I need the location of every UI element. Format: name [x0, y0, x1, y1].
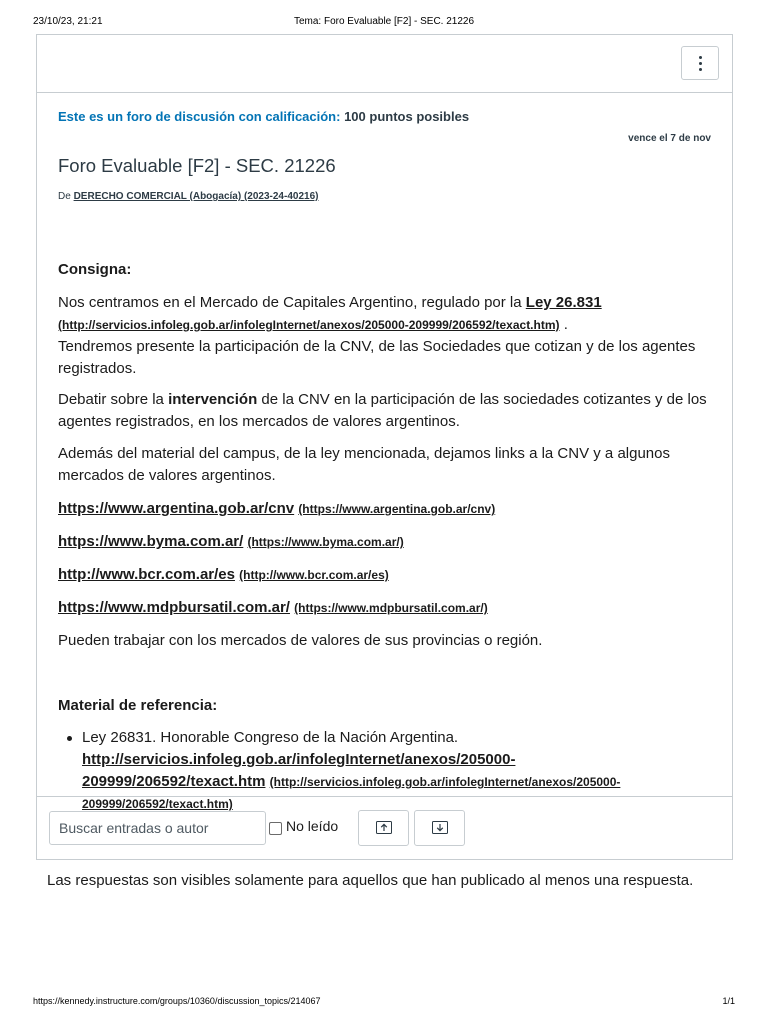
link-line: [58, 564, 724, 586]
paragraph-debate: [58, 389, 724, 433]
reference-link-cont[interactable]: 209999/206592/texact.htm: [82, 773, 266, 790]
collapse-replies-button[interactable]: [358, 810, 409, 846]
bullet-icon: [67, 736, 72, 741]
from-prefix: De: [58, 191, 71, 202]
print-date: 23/10/23, 21:21: [33, 16, 103, 27]
link-line: [58, 498, 724, 520]
print-header: [33, 16, 735, 30]
byma-link[interactable]: https://www.byma.com.ar/: [58, 533, 244, 550]
material-heading: Material de referencia:: [58, 697, 218, 714]
points-possible: 100 puntos posibles: [344, 109, 470, 124]
ley-link[interactable]: Ley 26.831: [525, 294, 602, 311]
intro-text-2: Tendremos presente la participación de la CNV, de las Sociedades que cotizan y de los agentes registrados.: [58, 338, 696, 377]
print-title: Tema: Foro Evaluable [F2] - SEC. 21226: [293, 16, 475, 27]
unread-label: No leído: [286, 818, 339, 834]
paragraph-provincias: Pueden trabajar con los mercados de valores de sus provincias o región.: [58, 632, 543, 649]
consigna-heading: Consigna:: [58, 261, 132, 278]
replies-visibility-note: Las respuestas son visibles solamente para aquellos que han publicado al menos una respuesta.: [47, 872, 694, 889]
debate-bold: intervención: [168, 391, 258, 408]
discussion-card: [36, 34, 733, 860]
group-link[interactable]: DERECHO COMERCIAL (Abogacía) (2023-24-40216): [73, 191, 319, 202]
topic-title: Foro Evaluable [F2] - SEC. 21226: [58, 155, 336, 176]
link-line: [58, 531, 724, 553]
byma-url-link[interactable]: (https://www.byma.com.ar/): [247, 535, 404, 549]
intro-period: .: [563, 316, 568, 333]
ley-url-link[interactable]: (http://servicios.infoleg.gob.ar/infolegInternet/anexos/205000-209999/206592/texact.htm): [58, 318, 560, 332]
kebab-dot-icon: [699, 68, 702, 71]
intro-text: Nos centramos en el Mercado de Capitales Argentino, regulado por la: [58, 294, 522, 311]
graded-label: Este es un foro de discusión con calificación:: [58, 109, 341, 124]
topic-toolbar: [37, 35, 732, 93]
cnv-url-link[interactable]: (https://www.argentina.gob.ar/cnv): [298, 502, 496, 516]
graded-discussion-notice: [58, 109, 469, 124]
expand-replies-button[interactable]: [414, 810, 465, 846]
arrow-down-box-icon: [432, 821, 448, 835]
discussion-toolbar: [37, 796, 732, 860]
kebab-dot-icon: [699, 62, 702, 65]
mdp-link[interactable]: https://www.mdpbursatil.com.ar/: [58, 599, 290, 616]
unread-filter[interactable]: [269, 817, 338, 835]
kebab-dot-icon: [699, 56, 702, 59]
cnv-link[interactable]: https://www.argentina.gob.ar/cnv: [58, 500, 295, 517]
unread-checkbox[interactable]: [269, 822, 282, 835]
bcr-url-link[interactable]: (http://www.bcr.com.ar/es): [239, 568, 389, 582]
print-url: https://kennedy.instructure.com/groups/10360/discussion_topics/214067: [33, 996, 321, 1006]
due-date: vence el 7 de nov: [628, 133, 711, 144]
link-line: [58, 597, 724, 619]
reference-url-link-cont[interactable]: 209999/206592/texact.htm): [82, 797, 233, 811]
print-footer: [33, 996, 735, 1010]
bcr-link[interactable]: http://www.bcr.com.ar/es: [58, 566, 235, 583]
print-page-number: 1/1: [722, 996, 735, 1006]
arrow-up-box-icon: [376, 821, 392, 835]
paragraph-material: Además del material del campus, de la ley mencionada, dejamos links a la CNV y a algunos mercados de valores argentinos.: [58, 445, 670, 484]
more-options-button[interactable]: [681, 46, 719, 80]
topic-author-line: [58, 191, 318, 202]
search-input[interactable]: [49, 811, 266, 845]
reference-url-link[interactable]: (http://servicios.infoleg.gob.ar/infolegInternet/anexos/205000-: [269, 775, 621, 789]
paragraph-intro: [58, 292, 724, 380]
debate-text-2: de la CNV en la participación de las sociedades cotizantes y de los agentes registrados, en los mercados de valores argentinos.: [58, 391, 707, 430]
debate-text-1: Debatir sobre la: [58, 391, 164, 408]
mdp-url-link[interactable]: (https://www.mdpbursatil.com.ar/): [294, 601, 488, 615]
reference-link[interactable]: http://servicios.infoleg.gob.ar/infolegInternet/anexos/205000-: [82, 751, 516, 768]
reference-text: Ley 26831. Honorable Congreso de la Nación Argentina.: [82, 729, 459, 746]
